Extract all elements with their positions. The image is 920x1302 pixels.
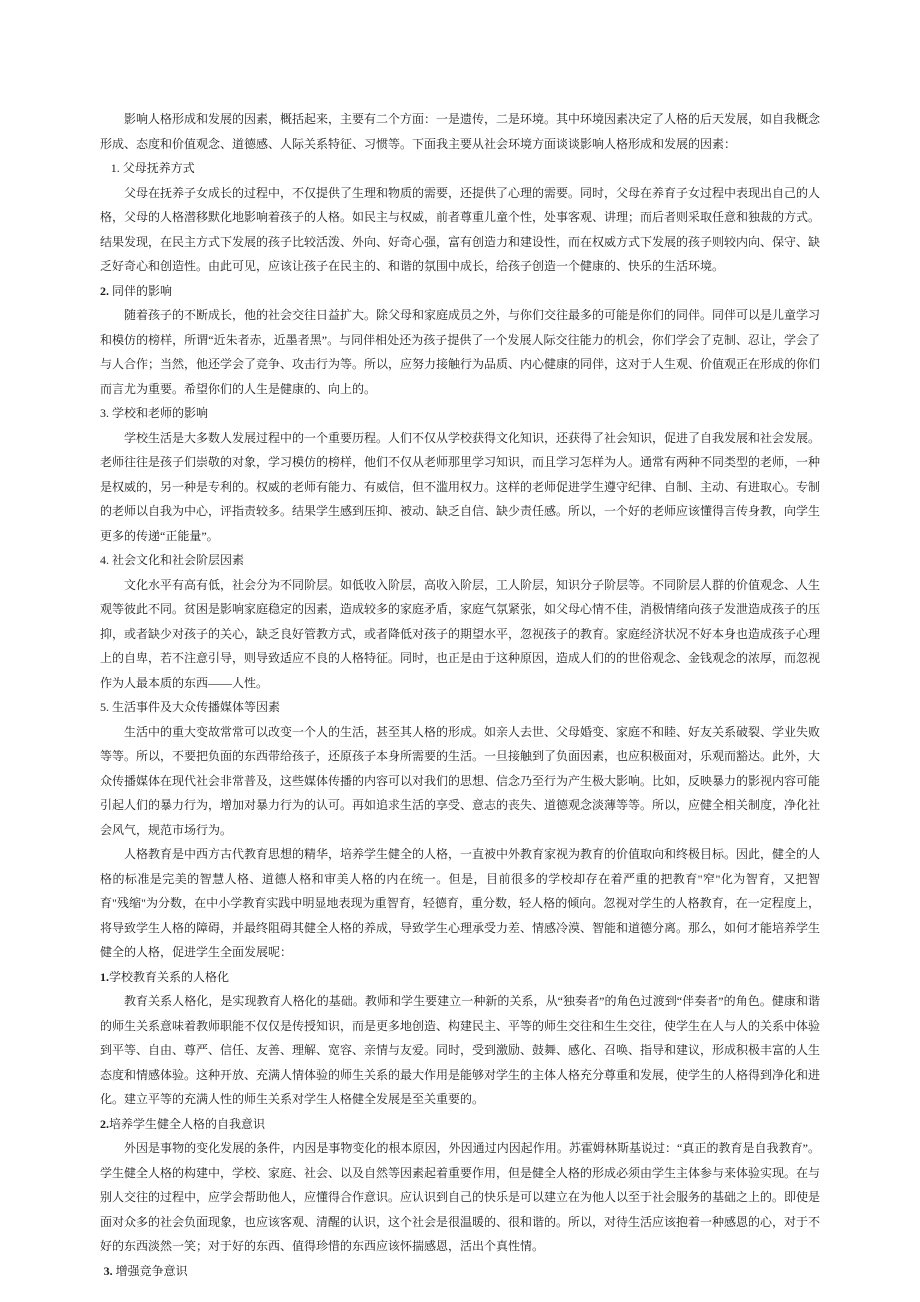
section-heading — [100, 548, 820, 573]
heading-number: 1. — [110, 161, 120, 175]
heading-title: 父母抚养方式 — [122, 161, 195, 175]
paragraph: 生活中的重大变故常常可以改变一个人的生活，甚至其人格的形成。如亲人去世、父母婚变、家庭不和睦、好友关系破裂、学业失败等等。所以，不要把负面的东西带给孩子，还原孩子本身所需要的生活。一旦接触到了负面因素，也应积极面对，乐观而豁达。此外，大众传播媒体在现代社会非常普及，这些媒体传播的内容可以对我们的思想、信念乃至行为产生极大影响。比如，反映暴力的影视内容可能引起人们的暴力行为，增加对暴力行为的认可。再如追求生活的享受、意志的丧失、道德观念淡薄等等。所以，应健全相关制度，净化社会风气，规范市场行为。 — [100, 724, 821, 837]
heading-title: 学校教育关系的人格化 — [109, 969, 230, 984]
section-heading — [100, 279, 820, 304]
document-text — [100, 107, 820, 1283]
section-heading — [100, 965, 820, 990]
paragraph: 文化水平有高有低，社会分为不同阶层。如低收入阶层，高收入阶层，工人阶层，知识分子阶层等。不同阶层人群的价值观念、人生观等彼此不同。贫困是影响家庭稳定的因素，造成较多的家庭矛盾，家庭气氛紧张，如父母心情不佳，消极情绪向孩子发泄造成孩子的压抑，或者缺少对孩子的关心，缺乏良好管教方式，或者降低对孩子的期望水平，忽视孩子的教育。家庭经济状况不好本身也造成孩子心理上的自卑，若不注意引导，则导致适应不良的人格特征。同时，也正是由于这种原因，造成人们的的世俗观念、金钱观念的浓厚，而忽视作为人最本质的东西——人性。 — [100, 577, 821, 690]
heading-number: 3. — [100, 406, 109, 420]
paragraph: 外因是事物的变化发展的条件，内因是事物变化的根本原因，外因通过内因起作用。苏霍姆林斯基说过：“真正的教育是自我教育”。学生健全人格的构建中，学校、家庭、社会、以及自然等因素起着重要作用，但是健全人格的形成必须由学生主体参与来体验实现。在与别人交往的过程中，应学会帮助他人，应懂得合作意识。应认识到自己的快乐是可以建立在为他人以至于社会服务的基础之上的。即使是面对众多的社会负面现象，也应该客观、清醒的认识，这个社会是很温暖的、很和谐的。所以，对待生活应该抱着一种感恩的心，对于不好的东西淡然一笑；对于好的东西、值得珍惜的东西应该怀揣感恩，活出个真性情。 — [100, 1141, 821, 1253]
heading-title: 生活事件及大众传播媒体等因素 — [112, 700, 281, 714]
section-heading — [100, 401, 820, 426]
heading-number: 2. — [100, 1116, 109, 1131]
heading-number: 2. — [100, 283, 109, 298]
paragraph: 教育关系人格化，是实现教育人格化的基础。教师和学生要建立一种新的关系，从“独奏者”的角色过渡到“伴奏者”的角色。健康和谐的师生关系意味着教师职能不仅仅是传授知识，而是更多地创造、构建民主、平等的师生交往和生生交往，使学生在人与人的关系中体验到平等、自由、尊严、信任、友善、理解、宽容、亲情与友爱。同时，受到激励、鼓舞、感化、召唤、指导和建议，形成积极丰富的人生态度和情感体验。这种开放、充满人情体验的师生关系的最大作用是能够对学生的主体人格充分尊重和发展，使学生的人格得到净化和进化。建立平等的充满人性的师生关系对学生人格健全发展是至关重要的。 — [100, 994, 821, 1106]
paragraph: 随着孩子的不断成长，他的社会交往日益扩大。除父母和家庭成员之外，与你们交往最多的可能是你们的同伴。同伴可以是儿童学习和模仿的榜样，所谓“近朱者赤，近墨者黑”。与同伴相处还为孩子提供了一个发展人际交往能力的机会，你们学会了克制、忍让，学会了与人合作；当然，他还学会了竞争、攻击行为等。所以，应努力接触行为品质、内心健康的同伴，这对于人生观、价值观正在形成的你们而言尤为重要。希望你们的人生是健康的、向上的。 — [100, 308, 821, 396]
section-heading — [100, 695, 820, 720]
heading-title: 同伴的影响 — [112, 283, 173, 298]
paragraph: 父母在抚养子女成长的过程中，不仅提供了生理和物质的需要，还提供了心理的需要。同时，父母在养育子女过程中表现出自己的人格，父母的人格潜移默化地影响着孩子的人格。如民主与权威，前者尊重儿童个性，处事客观、讲理；而后者则采取任意和独裁的方式。结果发现，在民主方式下发展的孩子比较活泼、外向、好奇心强，富有创造力和建设性，而在权威方式下发展的孩子则较内向、保守、缺乏好奇心和创造性。由此可见，应该让孩子在民主的、和谐的氛围中成长，给孩子创造一个健康的、快乐的生活环境。 — [100, 185, 821, 273]
heading-title: 学校和老师的影响 — [112, 406, 209, 420]
heading-number: 1. — [100, 969, 109, 984]
heading-number: 5. — [100, 700, 109, 714]
heading-number: 4. — [100, 553, 109, 567]
section-heading — [100, 1112, 820, 1137]
paragraph: 影响人格形成和发展的因素，概括起来，主要有二个方面：一是遗传，二是环境。其中环境因素决定了人格的后天发展，如自我概念形成、态度和价值观念、道德感、人际关系特征、习惯等。下面我主要从社会环境方面谈谈影响人格形成和发展的因素： — [100, 112, 821, 151]
heading-title: 培养学生健全人格的自我意识 — [109, 1116, 266, 1131]
heading-number: 3. — [103, 1263, 113, 1278]
heading-title: 社会文化和社会阶层因素 — [112, 553, 245, 567]
paragraph: 人格教育是中西方古代教育思想的精华，培养学生健全的人格，一直被中外教育家视为教育的价值取向和终极目标。因此，健全的人格的标准是完美的智慧人格、道德人格和审美人格的内在统一。但是，目前很多的学校却存在着严重的把教育"窄"化为智育，又把智育"残缩"为分数，在中小学教育实践中明显地表现为重智育，轻德育，重分数，轻人格的倾向。忽视对学生的人格教育，在一定程度上，将导致学生人格的障碍，并最终阻碍其健全人格的养成，导致学生心理承受力差、情感冷漠、智能和道德分离。那么，如何才能培养学生健全的人格，促进学生全面发展呢： — [100, 847, 821, 959]
section-heading — [100, 156, 820, 181]
section-heading — [100, 1259, 820, 1284]
heading-title: 增强竞争意识 — [115, 1263, 188, 1278]
paragraph: 学校生活是大多数人发展过程中的一个重要历程。人们不仅从学校获得文化知识，还获得了社会知识，促进了自我发展和社会发展。老师往往是孩子们崇敬的对象，学习模仿的榜样，他们不仅从老师那里学习知识，而且学习怎样为人。通常有两种不同类型的老师，一种是权威的，另一种是专利的。权威的老师有能力、有威信，但不滥用权力。这样的老师促进学生遵守纪律、自制、主动、有进取心。专制的老师以自我为中心，评指责较多。结果学生感到压抑、被动、缺乏自信、缺少责任感。所以，一个好的老师应该懂得言传身教，向学生更多的传递“正能量”。 — [100, 430, 821, 543]
